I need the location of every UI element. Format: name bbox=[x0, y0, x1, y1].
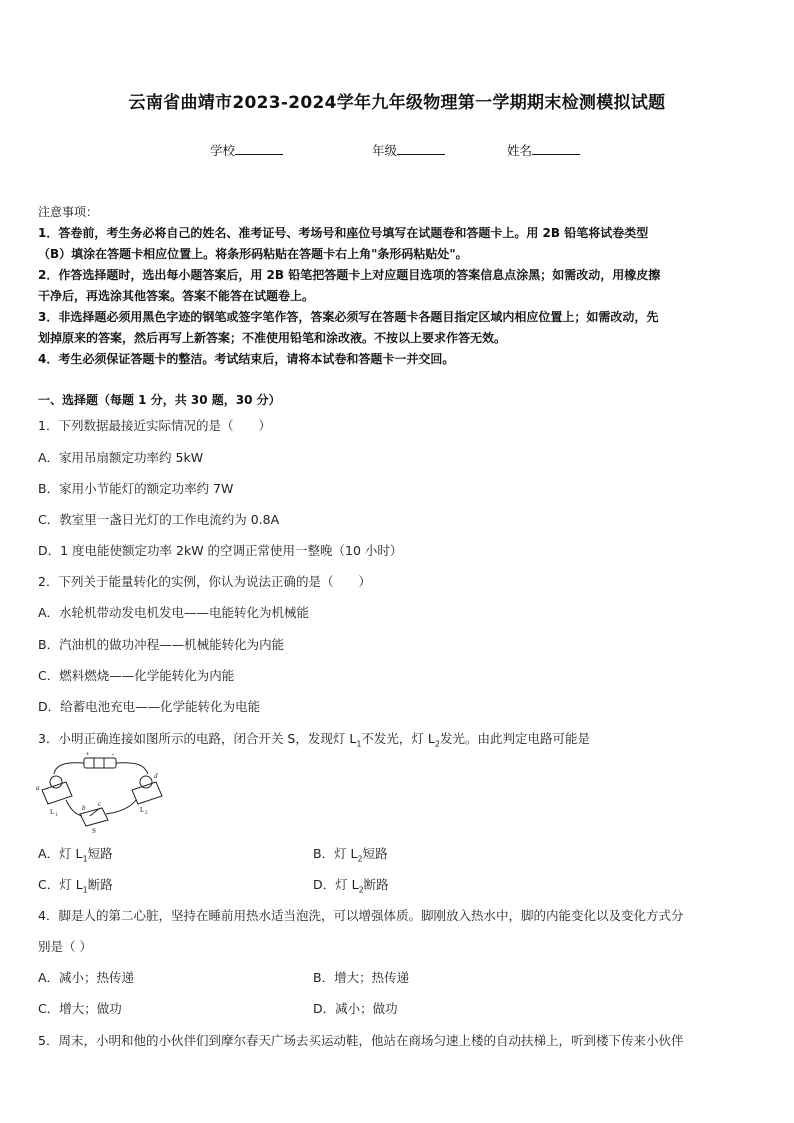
question-2-option-d: D．给蓄电池充电——化学能转化为电能 bbox=[38, 699, 261, 714]
grade-label: 年级 bbox=[372, 143, 398, 158]
grade-blank bbox=[397, 142, 445, 155]
battery-icon bbox=[84, 758, 116, 768]
question-4-option-d: D．减小；做功 bbox=[313, 1001, 398, 1016]
lamp-l2-sub: 2 bbox=[145, 811, 148, 816]
lamp-l1-icon bbox=[50, 776, 62, 788]
note-line: 划掉原来的答案，然后再写上新答案；不准使用铅笔和涂改液。不按以上要求作答无效。 bbox=[38, 331, 507, 345]
note-line: （B）填涂在答题卡相应位置上。将条形码粘贴在答题卡右上角"条形码粘贴处"。 bbox=[38, 247, 468, 261]
question-4-stem-line1: 4．脚是人的第二心脏，坚持在睡前用热水适当泡洗，可以增强体质。脚刚放入热水中，脚的内能变化以及变化方式分 bbox=[38, 908, 684, 923]
grade-field bbox=[372, 141, 445, 159]
notes-heading: 注意事项： bbox=[38, 205, 99, 219]
question-4-option-c: C．增大；做功 bbox=[38, 1001, 122, 1016]
terminal-a-label: a bbox=[36, 784, 40, 792]
switch-label: S bbox=[92, 827, 96, 834]
lamp-l1-sub: 1 bbox=[55, 813, 58, 818]
question-3-stem: 3．小明正确连接如图所示的电路，闭合开关 S，发现灯 $L_1$不发光，灯 $L_2$发光。由此判定电路可能是 bbox=[38, 731, 590, 749]
lamp-l2-icon bbox=[140, 776, 152, 788]
question-3-option-c: C．灯 $L_1$断路 bbox=[38, 877, 113, 895]
page-title: 云南省曲靖市2023-2024学年九年级物理第一学期期末检测模拟试题 bbox=[128, 93, 666, 113]
battery-plus-label: + bbox=[85, 752, 90, 758]
note-line: 2．作答选择题时，选出每小题答案后，用 2B 铅笔把答题卡上对应题目选项的答案信息点涂黑；如需改动，用橡皮擦 bbox=[38, 268, 661, 282]
note-line: 4．考生必须保证答题卡的整洁。考试结束后，请将本试卷和答题卡一并交回。 bbox=[38, 352, 455, 366]
circuit-diagram bbox=[36, 752, 166, 834]
question-2-option-b: B．汽油机的做功冲程——机械能转化为内能 bbox=[38, 637, 285, 652]
name-label: 姓名 bbox=[507, 143, 533, 158]
lamp-l1-label: L bbox=[50, 808, 55, 816]
question-1-option-a: A．家用吊扇额定功率约 5kW bbox=[38, 450, 204, 465]
terminal-b-label: b bbox=[82, 804, 86, 812]
question-2-option-c: C．燃料燃烧——化学能转化为内能 bbox=[38, 668, 235, 683]
question-3-option-a: A．灯 $L_1$短路 bbox=[38, 846, 113, 864]
question-1-stem: 1．下列数据最接近实际情况的是（ ） bbox=[38, 418, 271, 433]
question-1-option-b: B．家用小节能灯的额定功率约 7W bbox=[38, 481, 234, 496]
school-field bbox=[210, 141, 283, 159]
question-4-option-b: B．增大；热传递 bbox=[313, 970, 410, 985]
note-line: 干净后，再选涂其他答案。答案不能答在试题卷上。 bbox=[38, 289, 315, 303]
name-blank bbox=[532, 142, 580, 155]
question-4-stem-line2: 别是（ ） bbox=[38, 939, 92, 954]
school-blank bbox=[235, 142, 283, 155]
question-4-option-a: A．减小；热传递 bbox=[38, 970, 135, 985]
terminal-c-label: c bbox=[98, 800, 102, 808]
question-2-stem: 2．下列关于能量转化的实例，你认为说法正确的是（ ） bbox=[38, 574, 371, 589]
battery-minus-label: - bbox=[112, 752, 115, 758]
question-2-option-a: A．水轮机带动发电机发电——电能转化为机械能 bbox=[38, 605, 310, 620]
terminal-d-label: d bbox=[154, 772, 158, 780]
question-1-option-d: D．1 度电能使额定功率 2kW 的空调正常使用一整晚（10 小时） bbox=[38, 543, 403, 558]
question-3-option-b: B．灯 $L_2$短路 bbox=[313, 846, 388, 864]
section-heading: 一、选择题（每题 1 分，共 30 题，30 分） bbox=[38, 393, 281, 407]
note-line: 3．非选择题必须用黑色字迹的钢笔或签字笔作答，答案必须写在答题卡各题目指定区域内相应位置上；如需改动，先 bbox=[38, 310, 659, 324]
lamp-l2-base bbox=[132, 782, 162, 804]
school-label: 学校 bbox=[210, 143, 236, 158]
question-1-option-c: C．教室里一盏日光灯的工作电流约为 0.8A bbox=[38, 512, 280, 527]
note-line: 1．答卷前，考生务必将自己的姓名、准考证号、考场号和座位号填写在试题卷和答题卡上。用 2B 铅笔将试卷类型 bbox=[38, 226, 649, 240]
question-3-option-d: D．灯 $L_2$断路 bbox=[313, 877, 389, 895]
name-field bbox=[507, 141, 580, 159]
lamp-l1-base bbox=[42, 782, 72, 804]
lamp-l2-label: L bbox=[140, 806, 145, 814]
question-5-stem-line1: 5．周末，小明和他的小伙伴们到摩尔春天广场去买运动鞋，他站在商场匀速上楼的自动扶梯上，听到楼下传来小伙伴 bbox=[38, 1033, 684, 1048]
